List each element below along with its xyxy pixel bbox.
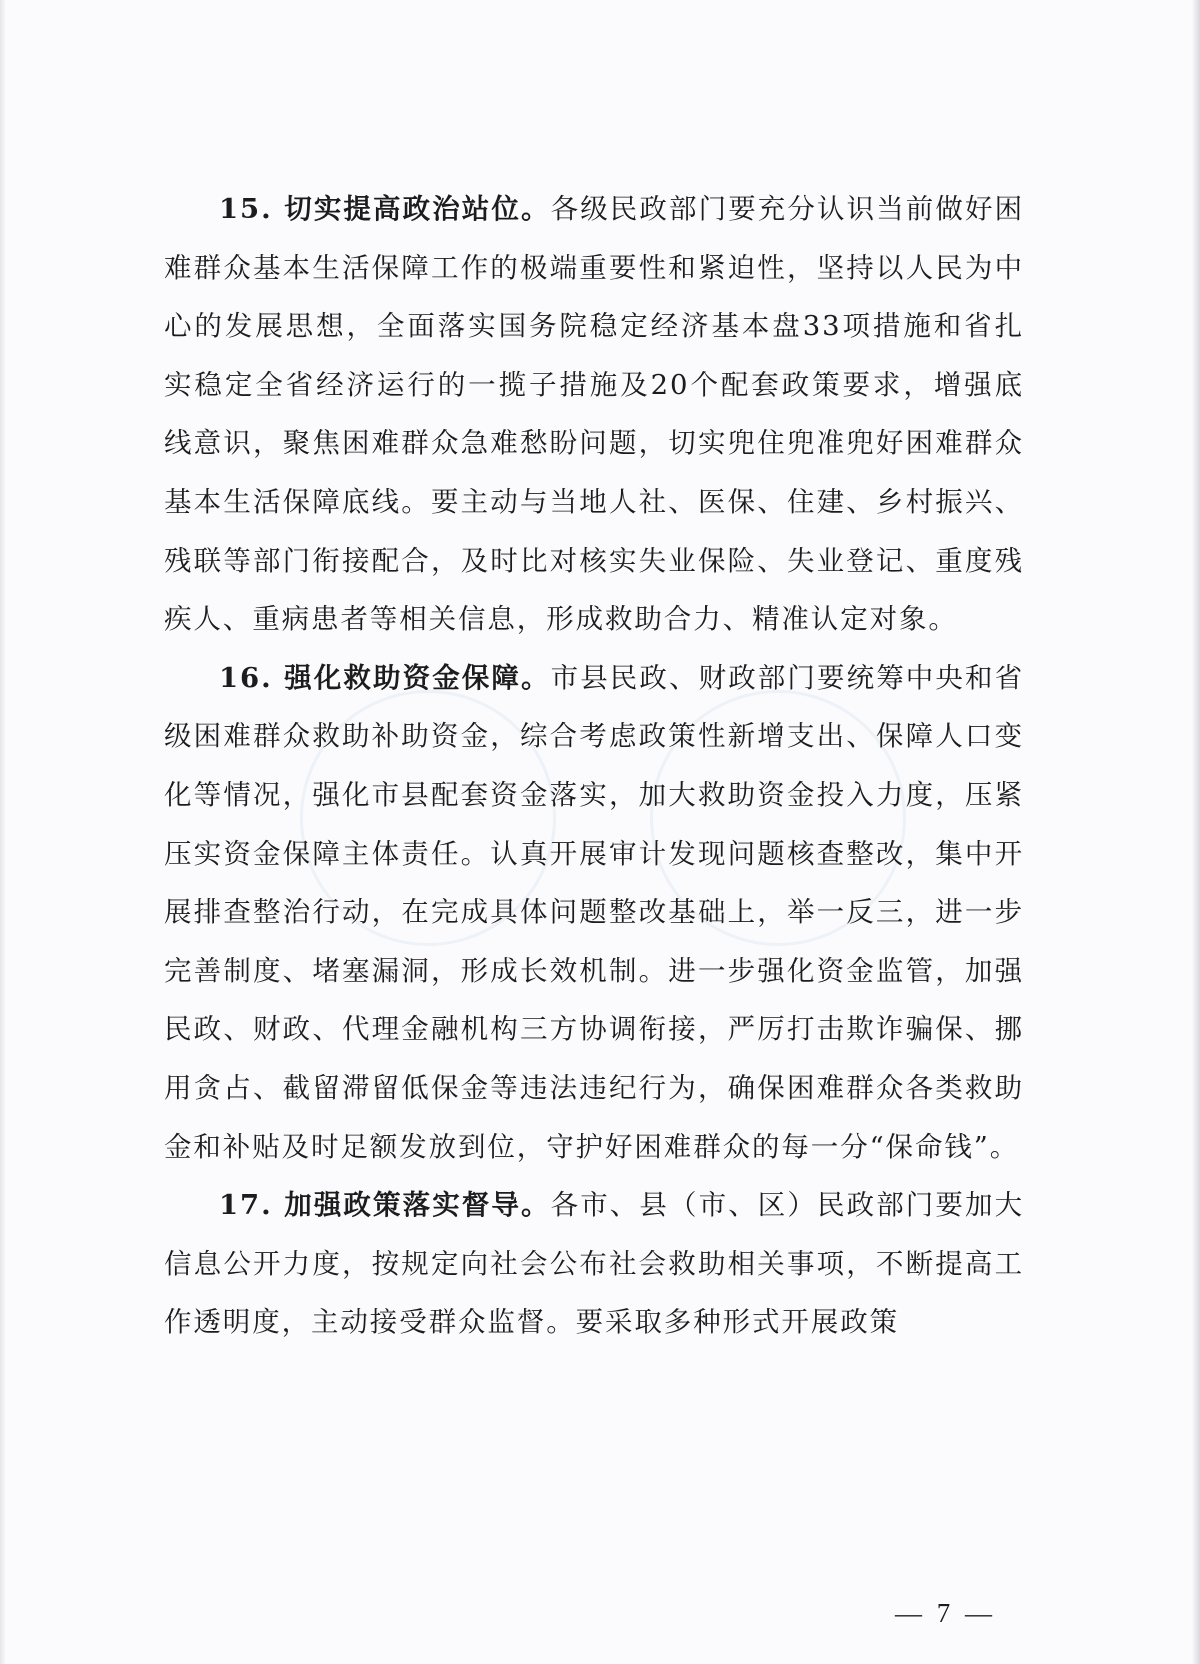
paragraph-17	[164, 1176, 1024, 1352]
paragraph-16	[164, 649, 1024, 1176]
scan-edge-right	[1192, 0, 1200, 1664]
paragraph-heading: 15. 切实提高政治站位。	[219, 193, 551, 225]
scan-edge-left	[0, 0, 6, 1664]
paragraph-text: 各市、县（市、区）民政部门要加大信息公开力度，按规定向社会公布社会救助相关事项，不断提高工作透明度，主动接受群众监督。要采取多种形式开展政策	[164, 1189, 1024, 1339]
paragraph-text: 各级民政部门要充分认识当前做好困难群众基本生活保障工作的极端重要性和紧迫性，坚持以人民为中心的发展思想，全面落实国务院稳定经济基本盘33项措施和省扎实稳定全省经济运行的一揽子措施及20个配套政策要求，增强底线意识，聚焦困难群众急难愁盼问题，切实兜住兜准兜好困难群众基本生活保障底线。要主动与当地人社、医保、住建、乡村振兴、残联等部门衔接配合，及时比对核实失业保险、失业登记、重度残疾人、重病患者等相关信息，形成救助合力、精准认定对象。	[164, 193, 1024, 636]
paragraph-heading: 17. 加强政策落实督导。	[219, 1189, 551, 1222]
paragraph-text: 市县民政、财政部门要统筹中央和省级困难群众救助补助资金，综合考虑政策性新增支出、保障人口变化等情况，强化市县配套资金落实，加大救助资金投入力度，压紧压实资金保障主体责任。认真开展审计发现问题核查整改，集中开展排查整治行动，在完成具体问题整改基础上，举一反三，进一步完善制度、堵塞漏洞，形成长效机制。进一步强化资金监管，加强民政、财政、代理金融机构三方协调衔接，严厉打击欺诈骗保、挪用贪占、截留滞留低保金等违法违纪行为，确保困难群众各类救助金和补贴及时足额发放到位，守护好困难群众的每一分“保命钱”。	[164, 661, 1024, 1163]
page-number: — 7 —	[895, 1598, 996, 1628]
document-body	[164, 180, 1024, 1352]
paragraph-heading: 16. 强化救助资金保障。	[219, 661, 551, 694]
paragraph-15	[164, 180, 1024, 649]
